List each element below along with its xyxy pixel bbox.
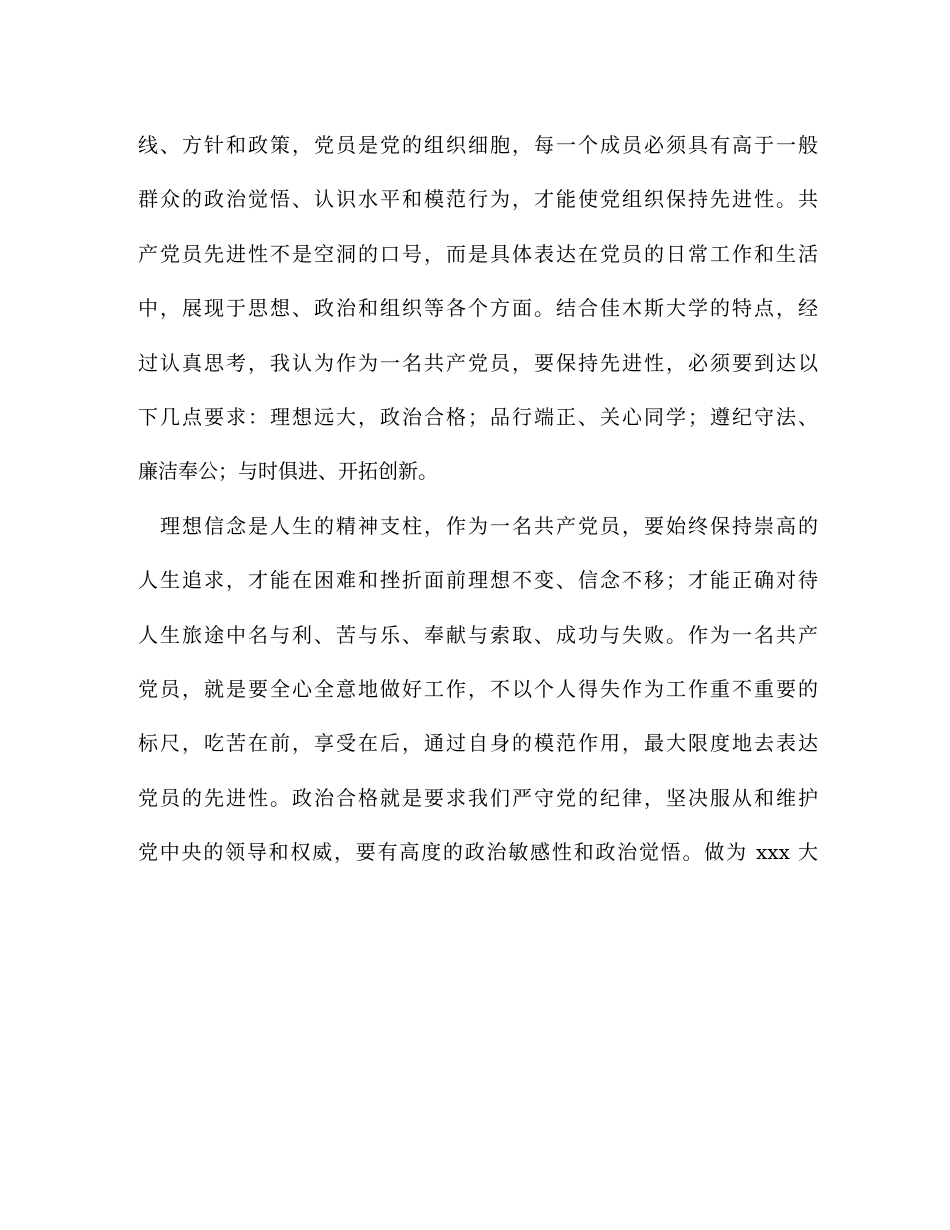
text-line: 党员的先进性。政治合格就是要求我们严守党的纪律，坚决服从和维护 [138,785,818,810]
text-line: 线、方针和政策，党员是党的组织细胞，每一个成员必须具有高于一般 [138,133,818,157]
text-line: 廉洁奉公；与时俱进、开拓创新。 [138,459,438,484]
text-line: 过认真思考，我认为作为一名共产党员，要保持先进性，必须要到达以 [138,350,818,375]
text-line: 党中央的领导和权威，要有高度的政治敏感性和政治觉悟。做为 xxx 大 [138,840,818,865]
text-line: 中，展现于思想、政治和组织等各个方面。结合佳木斯大学的特点，经 [138,296,818,321]
text-line: 理想信念是人生的精神支柱，作为一名共产党员，要始终保持崇高的 [160,513,818,538]
text-line: 群众的政治觉悟、认识水平和模范行为，才能使党组织保持先进性。共 [138,187,818,212]
text-line: 产党员先进性不是空洞的口号，而是具体表达在党员的日常工作和生活 [138,241,818,266]
text-line: 人生追求，才能在困难和挫折面前理想不变、信念不移；才能正确对待 [138,568,818,593]
body-text [138,118,818,879]
text-line: 人生旅途中名与利、苦与乐、奉献与索取、成功与失败。作为一名共产 [138,622,818,647]
text-line: 下几点要求：理想远大，政治合格；品行端正、关心同学；遵纪守法、 [138,404,818,429]
text-line: 党员，就是要全心全意地做好工作，不以个人得失作为工作重不重要的 [138,676,818,701]
text-line: 标尺，吃苦在前，享受在后，通过自身的模范作用，最大限度地去表达 [138,731,818,756]
